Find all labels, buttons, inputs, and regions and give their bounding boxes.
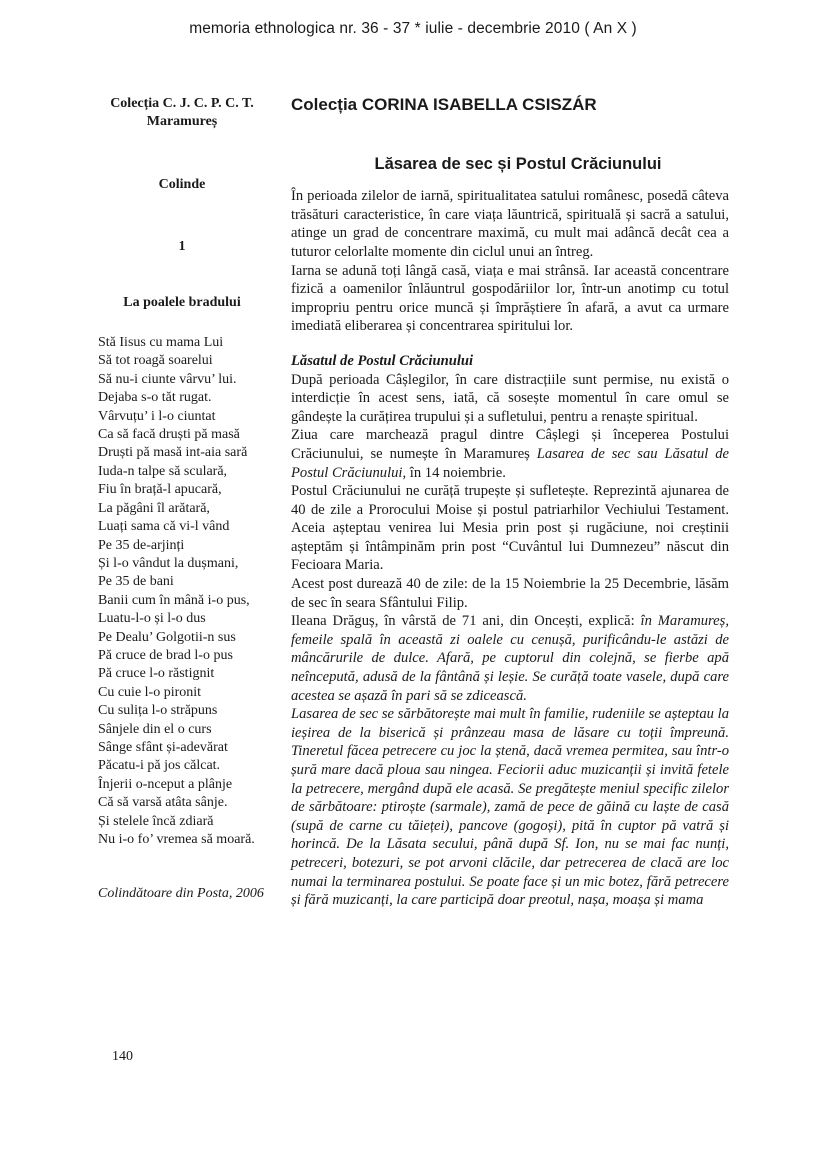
poem-line: Sânjele din el o curs [98,721,212,737]
p5-text-a: Ileana Drăguș, în vârstă de 71 ani, din Oncești, explică: [291,613,641,630]
section-heading: Lăsatul de Postul Crăciunului [291,352,474,369]
paragraph-3: Postul Crăciunului ne curăță trupește și sufletește. Reprezintă ajunarea de 40 de zile a Prorocului Moise și postul patriarhilor Vechiului Testament. Aceia așteptau venirea lui Mesia prin post și rugăciune, noi creștinii așteptăm și întâmpinăm prin post “Cuvântul lui Dumnezeu” născut din Fecioara Maria. [291,483,729,574]
poem-line: Vârvuțu’ i l-o ciuntat [98,408,216,424]
poem-line: Dejaba s-o tăt rugat. [98,390,212,406]
p2-text-a: Ziua care marchează pragul dintre Câșlegi și începerea Postului Crăciunului, se numește în Maramureș [291,427,729,462]
poem-number: 1 [178,239,186,255]
poem-line: Păcatu-i pă jos călcat. [98,758,221,774]
journal-header: memoria ethnologica nr. 36 - 37 * iulie - decembrie 2010 ( An X ) [189,20,637,37]
paragraph-intro-2: Iarna se adună toți lângă casă, viața e mai strânsă. Iar această concentrare fizică a oamenilor înlăuntrul gospodăriilor lor, într-un anotimp cu totul impropriu pentru orice muncă și împrăștiere în afară, a avut ca urmare imediată eliberarea și concentrarea spiritului lor. [291,262,729,335]
right-column [291,96,729,910]
poem-line: Să tot roagă soarelui [98,353,213,369]
poem-line: Pe Dealu’ Golgotii-n sus [98,629,236,645]
poem-line: Și stelele încă zdiară [98,813,214,829]
poem-line: Iuda-n talpe să sculară, [98,463,228,479]
p2-text-italic: Lasarea de sec sau Lăsatul de Postul Crăciunului, [291,445,729,481]
poem-line: Stă Iisus cu mama Lui [98,335,224,351]
p5-text-italic: în Maramureș, femeile spală în această zi oalele cu cenușă, purificându-le astăzi de mâncărurile de dulce. Afară, pe cuptorul din colejnă, se fierbe apă neîncepută, adusă de la fântână și leșie. Se curăță toate vasele, după care acestea se așază în pari să se zdicească. [291,613,729,704]
poem-title: La poalele bradului [123,294,241,310]
poem-credit: Colindătoare din Posta, 2006 [98,886,264,902]
poem-line: Pe 35 de-arjinți [98,537,185,553]
paragraph-1: După perioada Câșlegilor, în care distracțiile sunt permise, nu există o interdicție în acest sens, iată, că sosește momentul în care omul se gândește la curățirea trupului și a sufletului, pentru a renaște spiritual. [291,371,729,425]
poem-line: Sânge sfânt și-adevărat [98,739,228,755]
article-title: Lăsarea de sec și Postul Crăciunului [374,154,662,173]
section-label: Colinde [158,176,206,192]
poem-line: Cu cuie l-o pironit [98,684,202,700]
paragraph-intro-1: În perioada zilelor de iarnă, spiritualitatea satului românesc, posedă câteva trăsături caracteristice, în care viața lăuntrică, spirituală și sacră a satului, atinge un grad de concentrare maximă, cu mult mai adâncă decât cea a tuturor celorlalte momente din ciclul unui an întreg. [291,188,729,260]
page-number: 140 [112,1049,133,1064]
poem-line: Banii cum în mână i-o pus, [98,592,250,608]
poem-line: Fiu în brață-l apucară, [98,482,222,498]
poem-line: Druști pă masă int-aia sară [98,445,248,461]
poem-line: Luați sama că vi-l vând [98,519,230,535]
poem [98,334,266,849]
poem-line: Nu i-o fo’ vremea să moară. [98,832,255,847]
poem-line: Și l-o vândut la dușmani, [98,555,239,571]
poem-line: Să nu-i ciunte vârvu’ lui. [98,371,237,387]
poem-line: Pă cruce de brad l-o pus [98,647,233,663]
poem-line: Cu sulița l-o străpuns [98,703,218,719]
poem-line: Pe 35 de bani [98,574,174,590]
paragraph-4: Acest post durează 40 de zile: de la 15 Noiembrie la 25 Decembrie, lăsăm de sec în seara Sfântului Filip. [291,576,729,611]
left-collection-title: Colecția C. J. C. P. C. T. Maramureș [110,96,254,130]
poem-line: La păgâni îl arătară, [98,500,210,516]
poem-line: Că să varsă atâta sânje. [98,795,228,811]
poem-line: Ca să facă druști pă masă [98,427,240,443]
poem-line: Luatu-l-o și l-o dus [98,611,206,627]
paragraph-6: Lasarea de sec se sărbătorește mai mult în familie, rudeniile se așteptau la ieșirea de la biserică și prânzeau masa de lăsare cu toții împreună. Tineretul făcea petrecere cu joc la ștenă, dacă vremea permitea, sau într-o șură mare dacă ploua sau ningea. Feciorii aduc muzicanții și invită fetele la petrecere, mergând după ele acasă. Se pregătește meniul specific zilelor de sărbătoare: ptiroște (sarmale), zamă de pece de găină cu laște de casă (supă de carne cu tăieței), pancove (gogoși), pită în cuptor pă vatră și horincă. De la Lăsata secului, până după Sf. Ion, nu se mai fac nunți, petreceri, botezuri, se pot arvoni clăcile, dar petrecerea de clacă are loc numai la terminarea postului. Se poate face și un mic botez, fără petrecere și fără muzicanți, la care participă doar preotul, nașa, moașa și mama [291,706,729,909]
paragraph-5 [291,612,729,705]
poem-line: Pă cruce l-o răstignit [98,666,215,682]
poem-line: Înjerii o-nceput a plânje [98,776,233,792]
left-column [98,95,266,904]
paragraph-2 [291,426,729,482]
p2-text-c: în 14 noiembrie. [406,464,506,481]
collection-heading: Colecția CORINA ISABELLA CSISZÁR [291,95,597,114]
